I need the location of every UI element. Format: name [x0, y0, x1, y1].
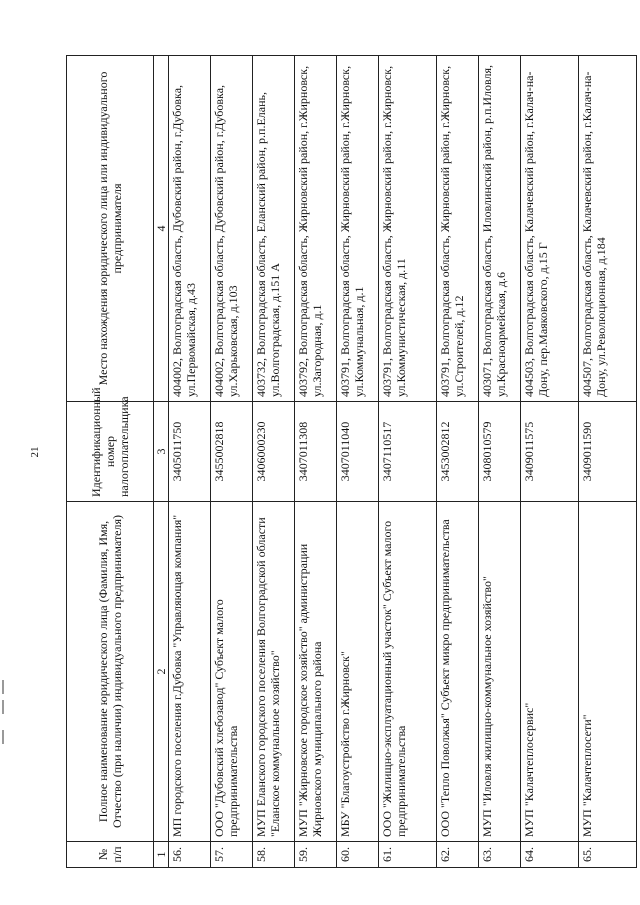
column-number-row	[154, 56, 169, 868]
address: 403732, Волгоградская область, Еланский район, р.п.Елань, ул.Волгоградская, д.151 А	[253, 56, 295, 402]
inn-value: 3455002818	[211, 402, 253, 502]
row-number: 58.	[253, 842, 295, 868]
address: 403791, Волгоградская область, Жирновский район, г.Жирновск, ул.Строителей, д.12	[437, 56, 479, 402]
scan-edge-mark	[2, 680, 4, 694]
row-number: 57.	[211, 842, 253, 868]
organization-name: МУП "Иловля жилищно-коммунальное хозяйство"	[479, 502, 521, 842]
organization-name: МУП Еланского городского поселения Волгоградской области "Еланское коммунальное хозяйство"	[253, 502, 295, 842]
table-row	[379, 56, 437, 868]
organization-name: МП городского поселения г.Дубовка "Управляющая компания"	[169, 502, 211, 842]
inn-value: 3407011040	[337, 402, 379, 502]
table-row	[253, 56, 295, 868]
table-row	[579, 56, 637, 868]
address: 404002, Волгоградская область, Дубовский район, г.Дубовка, ул.Харьковская, д.103	[211, 56, 253, 402]
row-number: 65.	[579, 842, 637, 868]
header-inn: Идентификационный номер налогоплательщика	[67, 402, 154, 502]
table-row	[479, 56, 521, 868]
address: 403791, Волгоградская область, Жирновский район, г.Жирновск, ул.Коммунальная, д.1	[337, 56, 379, 402]
table-row	[337, 56, 379, 868]
address: 403791, Волгоградская область, Жирновский район, г.Жирновск, ул.Коммунистическая, д.11	[379, 56, 437, 402]
inn-value: 3405011750	[169, 402, 211, 502]
organization-name: МБУ "Благоустройство г.Жирновск"	[337, 502, 379, 842]
inn-value: 3409011590	[579, 402, 637, 502]
table-row	[295, 56, 337, 868]
address: 404503, Волгоградская область, Калачевский район, г.Калач-на-Дону, пер.Маяковского, д.15 Г	[521, 56, 579, 402]
inn-value: 3408010579	[479, 402, 521, 502]
header-name: Полное наименование юридического лица (Фамилия, Имя, Отчество (при наличии) индивидуального предпринимателя)	[67, 502, 154, 842]
table-row	[521, 56, 579, 868]
table-row	[169, 56, 211, 868]
inn-value: 3409011575	[521, 402, 579, 502]
address: 404507, Волгоградская область, Калачевский район, г.Калач-на-Дону, ул.Революционная, д.184	[579, 56, 637, 402]
column-number: 4	[154, 56, 169, 402]
row-number: 59.	[295, 842, 337, 868]
organization-name: МУП "Жирновское городское хозяйство" администрации Жирновского муниципального района	[295, 502, 337, 842]
row-number: 64.	[521, 842, 579, 868]
organization-name: ООО "Тепло Поволжья" Субъект микро предпринимательства	[437, 502, 479, 842]
inn-value: 3407110517	[379, 402, 437, 502]
column-number: 2	[154, 502, 169, 842]
inn-value: 3406000230	[253, 402, 295, 502]
table-header-row	[67, 56, 154, 868]
rotated-table-wrapper	[66, 56, 608, 868]
inn-value: 3407011308	[295, 402, 337, 502]
table-row	[211, 56, 253, 868]
scan-edge-mark	[2, 700, 4, 714]
header-number: № п/п	[67, 842, 154, 868]
address: 403792, Волгоградская область, Жирновский район, г.Жирновск, ул.Загородная, д.1	[295, 56, 337, 402]
column-number: 3	[154, 402, 169, 502]
column-number: 1	[154, 842, 169, 868]
scan-edge-mark	[2, 730, 4, 744]
row-number: 63.	[479, 842, 521, 868]
row-number: 61.	[379, 842, 437, 868]
organization-name: МУП "Калачтеплосервис"	[521, 502, 579, 842]
organization-name: ООО "Дубовский хлебозавод" Субъект малого предпринимательства	[211, 502, 253, 842]
address: 403071, Волгоградская область, Иловлинский район, р.п.Иловля, ул.Красноармейская, д.6	[479, 56, 521, 402]
address: 404002, Волгоградская область, Дубовский район, г.Дубовка, ул.Первомайская, д.43	[169, 56, 211, 402]
organization-name: ООО "Жилищно-эксплуатационный участок" Субъект малого предпринимательства	[379, 502, 437, 842]
row-number: 56.	[169, 842, 211, 868]
header-address: Место нахождения юридического лица или индивидуального предпринимателя	[67, 56, 154, 402]
row-number: 60.	[337, 842, 379, 868]
organization-name: МУП "Калачтеплосети"	[579, 502, 637, 842]
page-number: 21	[29, 446, 41, 458]
organizations-table	[66, 55, 637, 868]
inn-value: 3453002812	[437, 402, 479, 502]
table-row	[437, 56, 479, 868]
row-number: 62.	[437, 842, 479, 868]
